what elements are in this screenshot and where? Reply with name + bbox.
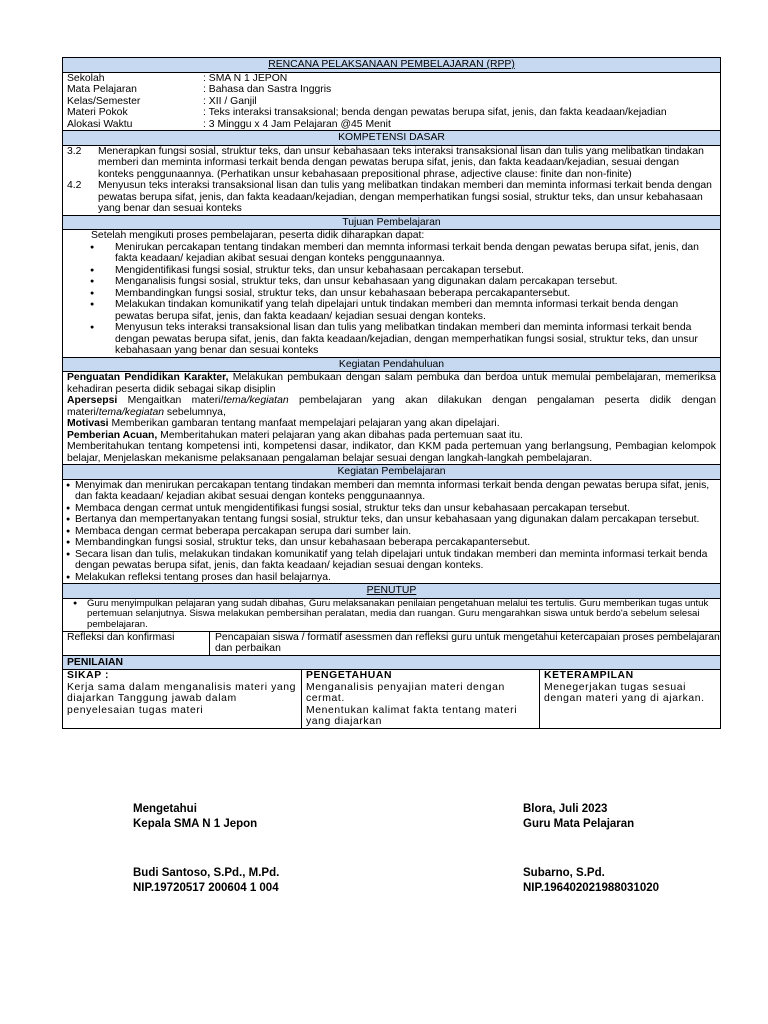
signature-left: [133, 802, 257, 832]
list-item: ● Melakukan refleksi tentang proses dan hasil belajarnya.: [63, 572, 720, 584]
list-item: ● Guru menyimpulkan pelajaran yang sudah dibahas, Guru melaksanakan penilaian pengetahuan melalui tes tertulis. Guru memberikan tugas untuk pertemuan selanjutnya. Siswa melakukan pembersihan peralatan, media dan ruangan. Guru mengarahkan siswa untuk berdo'a sebelum selesai pembelajaran.: [63, 599, 720, 631]
pendahuluan-section: [63, 372, 720, 465]
paragraph-text: Mengaitkan materi/: [117, 395, 224, 406]
pengetahuan-column: [302, 670, 540, 728]
refleksi-text: Pencapaian siswa / formatif asessmen dan refleksi guru untuk mengetahui ketercapaian proses pembelajaran dan perbaikan: [215, 631, 720, 655]
signatory-nip: NIP.196402021988031020: [523, 882, 660, 894]
sikap-title: SIKAP :: [67, 670, 110, 682]
tujuan-header: Tujuan Pembelajaran: [63, 216, 720, 231]
document-title: RENCANA PELAKSANAAN PEMBELAJARAN (RPP): [63, 58, 720, 73]
keterampilan-title: KETERAMPILAN: [544, 670, 634, 682]
refleksi-row: [63, 632, 720, 656]
identity-key: Mata Pelajaran: [67, 84, 137, 95]
identity-key: Alokasi Waktu: [67, 118, 133, 130]
signature-right-name: [523, 866, 659, 896]
paragraph: Memberitahukan tentang kompetensi inti, kompetensi dasar, indikator, dan KKM pada pertemuan yang berlangsung, Pembagian kelompok belajar, Menjelaskan mekanisme pelaksanaan pengalaman belajar sesuai dengan langkah-langkah pembelajaran.: [67, 441, 716, 464]
penutup-header: PENUTUP: [63, 584, 720, 599]
paragraph-italic: tema/kegiatan: [98, 406, 165, 418]
paragraph: [67, 395, 716, 418]
list-item: ● Melakukan tindakan komunikatif yang telah dipelajari untuk tindakan memberi dan memnta informasi terkait benda dengan pewatas berupa sifat, jenis, dan fakta keadaan/ kejadian sesuai dengan konteks.: [63, 299, 720, 322]
kd-item: [63, 180, 720, 215]
identity-key: Materi Pokok: [67, 107, 128, 118]
paragraph-text: sebelumnya,: [164, 406, 226, 418]
penilaian-grid: [63, 670, 720, 728]
signature-place-date: Blora, Juli 2023: [523, 803, 608, 815]
identity-value: : XII / Ganjil: [203, 95, 257, 107]
list-item: ● Membaca dengan cermat untuk mengidentifikasi fungsi sosial, struktur teks dan unsur kebahasaan percakapan tersebut.: [63, 503, 720, 515]
paragraph: [67, 418, 716, 430]
keterampilan-text: Menegerjakan tugas sesuai dengan materi yang di ajarkan.: [544, 681, 705, 705]
signature-role: Kepala SMA N 1 Jepon: [133, 818, 258, 830]
pembelajaran-header: Kegiatan Pembelajaran: [63, 465, 720, 480]
identity-key: Sekolah: [67, 72, 105, 84]
identity-row: [63, 119, 720, 131]
kd-text: Menerapkan fungsi sosial, struktur teks, dan unsur kebahasaan teks interaksi transaksional lisan dan tulis yang melibatkan tindakan memberi dan meminta informasi terkait benda dengan pewatas berupa sifat, jenis, dan fakta keadaan/kejadian, sesuai dengan konteks penggunaannya. (Perhatikan unsur kebahasaan prepositional phrase, adjective clause: finite dan non-finite): [98, 145, 704, 180]
list-item: ● Menyusun teks interaksi transaksional lisan dan tulis yang melibatkan tindakan memberi dan meminta informasi terkait benda dengan pewatas berupa sifat, jenis, dan fakta keadaan/kejadian, dengan memperhatikan fungsi sosial, struktur teks, dan unsur kebahasaan yang benar dan sesuai konteks: [63, 322, 720, 357]
list-item: ● Mengidentifikasi fungsi sosial, struktur teks, dan unsur kebahasaan percakapan tersebut.: [63, 265, 720, 277]
tujuan-section: [63, 230, 720, 358]
kd-text: Menyusun teks interaksi transaksional lisan dan tulis yang melibatkan tindakan memberi dan meminta informasi terkait benda dengan pewatas berupa sifat, jenis, dan fakta keadaan/kejadian, dengan memperhatikan fungsi sosial, struktur teks, dan unsur kebahasaan yang benar dan sesuai konteks: [98, 180, 712, 214]
kd-item: [63, 146, 720, 181]
refleksi-label: Refleksi dan konfirmasi: [63, 632, 210, 655]
sikap-text: Kerja sama dalam menganalisis materi yang diajarkan Tanggung jawab dalam penyelesaian tugas materi: [67, 681, 297, 716]
identity-row: [63, 107, 720, 119]
keterampilan-column: [540, 670, 720, 728]
identity-row: [63, 96, 720, 108]
paragraph-text: pembelajaran yang akan dilakukan dengan pengalaman peserta didik dengan materi/: [67, 395, 716, 418]
list-item: ● Membandingkan fungsi sosial, struktur teks, dan unsur kebahasaan beberapa percakapantersebut.: [63, 537, 720, 549]
rpp-document: [62, 57, 721, 729]
paragraph-lead: Penguatan Pendidikan Karakter,: [67, 372, 229, 383]
list-item: ● Menganalisis fungsi sosial, struktur teks, dan unsur kebahasaan yang digunakan dalam percakapan tersebut.: [63, 276, 720, 288]
list-item: ● Bertanya dan mempertanyakan tentang fungsi sosial, struktur teks, dan unsur kebahasaan yang digunakan dalam percakapan tersebut.: [63, 514, 720, 526]
tujuan-list: [63, 242, 720, 357]
identity-row: [63, 84, 720, 96]
signatory-name: Budi Santoso, S.Pd., M.Pd.: [133, 867, 280, 879]
list-item: ● Secara lisan dan tulis, melakukan tindakan komunikatif yang telah dipelajari untuk tindakan memberi dan meminta informasi terkait benda dengan pewatas berupa sifat, jenis, dan fakta keadaan/ kejadian sesuai dengan konteks.: [63, 549, 720, 572]
sikap-column: [63, 670, 302, 728]
kd-number: 3.2: [67, 145, 82, 157]
signatory-nip: NIP.19720517 200604 1 004: [133, 882, 279, 894]
paragraph: [67, 372, 716, 395]
identity-section: [63, 73, 720, 132]
kd-header: KOMPETENSI DASAR: [63, 131, 720, 146]
paragraph-italic: tema/kegiatan: [223, 395, 289, 406]
list-item: ● Menyimak dan menirukan percakapan tentang tindakan memberi dan memnta informasi terkait benda dengan pewatas berupa sifat, jenis, dan fakta keadaan/ kejadian akibat sesuai dengan konteks penggunaannya.: [63, 480, 720, 503]
paragraph-lead: Apersepsi: [67, 395, 118, 406]
identity-value: : Teks interaksi transaksional; benda dengan pewatas berupa sifat, jenis, dan fakta keadaan/kejadian: [203, 107, 667, 118]
paragraph-text: Melakukan pembukaan dengan salam pembuka dan berdoa untuk memulai pembelajaran, memeriksa kehadiran peserta didik sebagai sikap disiplin: [67, 372, 716, 395]
identity-value: : 3 Minggu x 4 Jam Pelajaran @45 Menit: [203, 118, 391, 130]
penutup-list: [63, 599, 720, 631]
paragraph-text: Memberikan gambaran tentang manfaat mempelajari pelajaran yang akan dipelajari.: [108, 418, 500, 429]
pembelajaran-section: [63, 480, 720, 585]
pembelajaran-list: [63, 480, 720, 584]
list-item: ● Membandingkan fungsi sosial, struktur teks, dan unsur kebahasaan beberapa percakapantersebut.: [63, 288, 720, 300]
identity-row: [63, 73, 720, 85]
paragraph-text: Memberitahukan materi pelajaran yang akan dibahas pada pertemuan saat itu.: [157, 429, 523, 441]
list-item: ● Menirukan percakapan tentang tindakan memberi dan memnta informasi terkait benda dengan pewatas berupa sifat, jenis, dan fakta keadaan/ kejadian akibat sesuai dengan konteks penggunaannya.: [63, 242, 720, 265]
pengetahuan-title: PENGETAHUAN: [306, 670, 393, 682]
signatory-name: Subarno, S.Pd.: [523, 867, 605, 879]
kd-number: 4.2: [67, 180, 82, 191]
signature-right: [523, 802, 634, 832]
penilaian-header: PENILAIAN: [63, 656, 720, 671]
identity-value: : Bahasa dan Sastra Inggris: [203, 84, 332, 95]
list-item: ● Membaca dengan cermat beberapa percakapan serupa dari sumber lain.: [63, 526, 720, 538]
pendahuluan-header: Kegiatan Pendahuluan: [63, 358, 720, 373]
pengetahuan-text: Menganalisis penyajian materi dengan cermat.: [306, 681, 505, 705]
kd-section: [63, 146, 720, 216]
identity-key: Kelas/Semester: [67, 95, 141, 107]
paragraph: [67, 430, 716, 442]
signature-left-name: [133, 866, 279, 896]
identity-value: : SMA N 1 JEPON: [203, 72, 288, 84]
paragraph-lead: Motivasi: [67, 418, 109, 429]
signature-text: Mengetahui: [133, 803, 197, 815]
tujuan-intro: Setelah mengikuti proses pembelajaran, peserta didik diharapkan dapat:: [91, 230, 425, 241]
penutup-section: [63, 599, 720, 632]
signature-role: Guru Mata Pelajaran: [523, 818, 635, 830]
paragraph-lead: Pemberian Acuan,: [67, 429, 158, 441]
pengetahuan-text: Menentukan kalimat fakta tentang materi yang diajarkan: [306, 704, 518, 728]
